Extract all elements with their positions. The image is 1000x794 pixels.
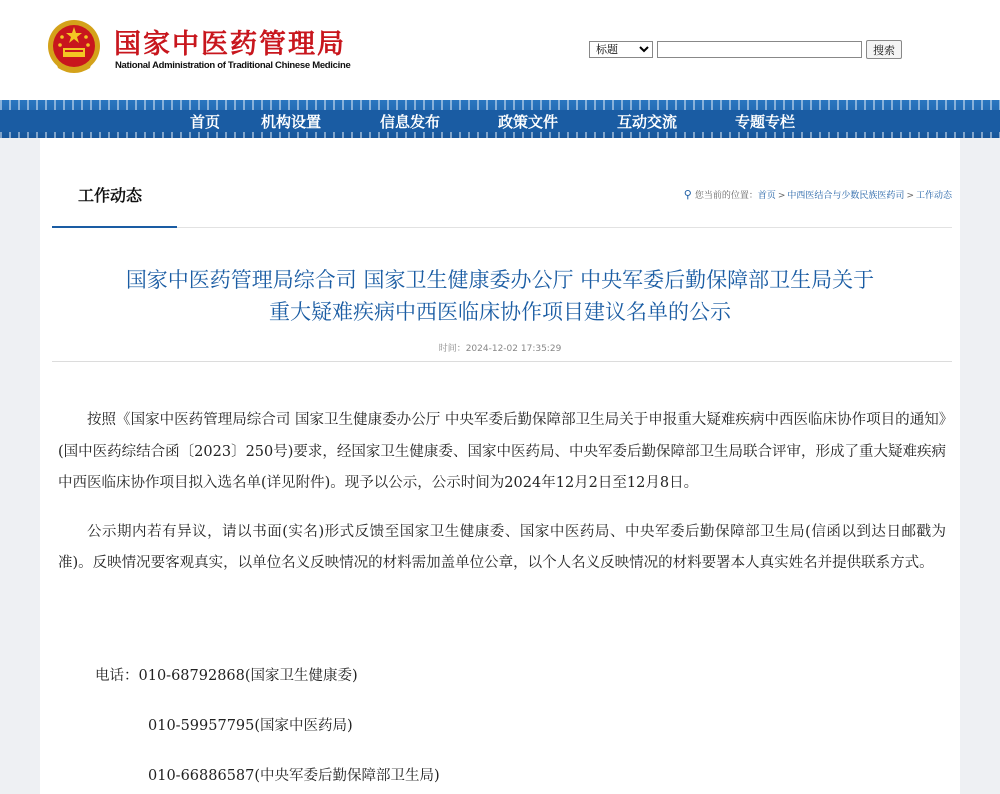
contact-line: [95, 664, 358, 685]
section-title: 工作动态: [78, 186, 143, 205]
article-body: [58, 405, 946, 597]
nav-item-information[interactable]: 信息发布: [380, 113, 441, 131]
contact-line: 010-66886587(中央军委后勤保障部卫生局): [148, 768, 440, 784]
content-panel: [40, 138, 960, 794]
breadcrumb-separator: >: [906, 191, 914, 201]
location-pin-icon: ⚲: [683, 188, 692, 201]
contact-phone: 010-68792868(国家卫生健康委): [138, 668, 358, 684]
site-subtitle: National Administration of Traditional Chinese Medicine: [115, 60, 351, 71]
breadcrumb-home[interactable]: 首页: [757, 191, 776, 201]
nav-item-home[interactable]: 首页: [190, 113, 221, 131]
search-input[interactable]: [657, 41, 862, 58]
nav-item-organization[interactable]: 机构设置: [261, 113, 322, 131]
breadcrumb-department[interactable]: 中西医结合与少数民族医药司: [787, 191, 905, 201]
section-title-underline: [52, 226, 177, 228]
search-button[interactable]: 搜索: [866, 40, 902, 59]
contact-line: 010-59957795(国家中医药局): [148, 718, 353, 734]
article-title-line: 重大疑难疾病中西医临床协作项目建议名单的公示: [269, 300, 731, 324]
search-field-select[interactable]: [589, 41, 653, 58]
site-header: [0, 0, 1000, 100]
section-divider: [52, 227, 952, 228]
time-value: 2024-12-02 17:35:29: [465, 344, 562, 354]
nav-item-interaction[interactable]: 互动交流: [617, 113, 678, 131]
article-paragraph: 按照《国家中医药管理局综合司 国家卫生健康委办公厅 中央军委后勤保障部卫生局关于申报重大疑难疾病中西医临床协作项目的通知》(国中医药综结合函〔2023〕250号)要求，经国家卫生健康委、国家中医药局、中央军委后勤保障部卫生局联合评审，形成了重大疑难疾病中西医临床协作项目拟入选名单(详见附件)。现予以公示，公示时间为2024年12月2日至12月8日。: [58, 412, 946, 491]
main-nav: [0, 100, 1000, 138]
nav-item-policy[interactable]: 政策文件: [498, 113, 559, 131]
article-title: [52, 264, 948, 328]
article-paragraph: 公示期内若有异议，请以书面(实名)形式反馈至国家卫生健康委、国家中医药局、中央军委后勤保障部卫生局(信函以到达日邮戳为准)。反映情况要客观真实，以单位名义反映情况的材料需加盖单位公章，以个人名义反映情况的材料要署本人真实姓名并提供联系方式。: [58, 523, 946, 571]
breadcrumb-separator: >: [777, 191, 786, 201]
nav-item-special-topics[interactable]: 专题专栏: [735, 113, 796, 131]
contact-label: 电话：: [95, 668, 139, 684]
title-divider: [52, 361, 952, 362]
breadcrumb-prefix: 您当前的位置：: [694, 191, 758, 201]
site-title[interactable]: 国家中医药管理局: [114, 29, 346, 60]
breadcrumb: [684, 188, 952, 201]
time-label: 时间：: [438, 344, 466, 354]
article-time: [52, 341, 948, 354]
breadcrumb-current[interactable]: 工作动态: [915, 191, 952, 201]
national-emblem-icon: [46, 18, 102, 78]
article-title-line: 国家中医药管理局综合司 国家卫生健康委办公厅 中央军委后勤保障部卫生局关于: [125, 268, 875, 292]
